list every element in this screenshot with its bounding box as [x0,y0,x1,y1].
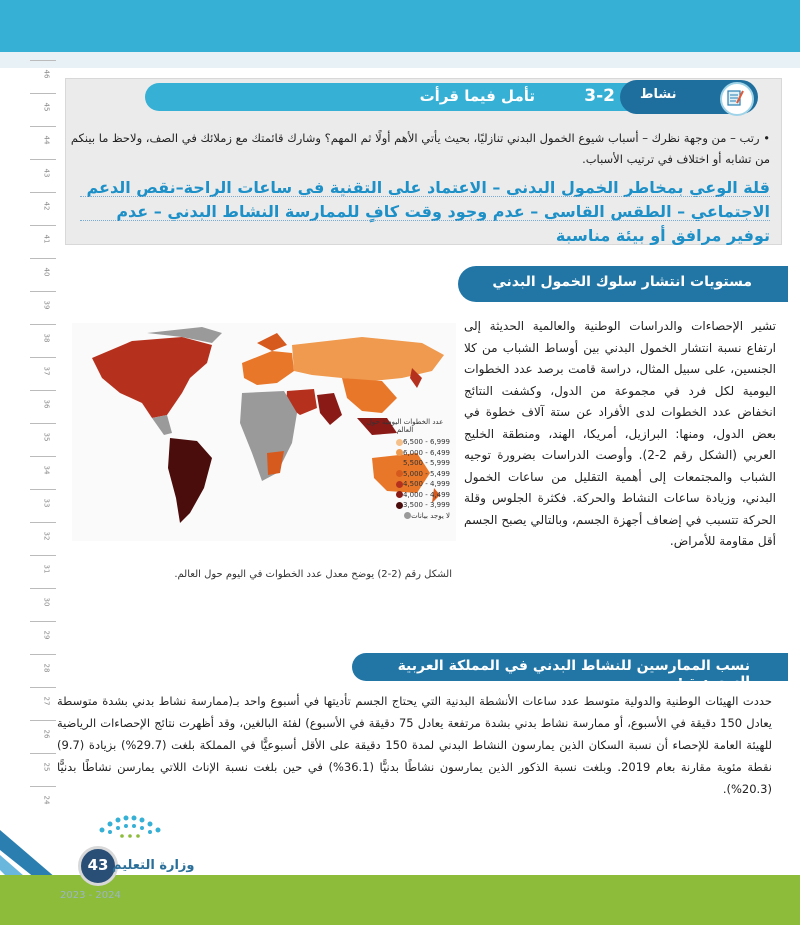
legend-swatch [396,502,403,509]
ruler-tick [30,522,56,523]
ministry-name: وزارة التعليم [112,858,195,873]
legend-label: 5,000 - 5,499 [402,469,450,478]
school-year: 2023 - 2024 [60,890,121,901]
ruler-tick [30,786,56,787]
ruler-tick [30,258,56,259]
ruler-number: 37 [42,366,51,376]
activity-number: 3-2 [584,86,615,106]
ruler-number: 42 [42,201,51,211]
answer-line [80,220,770,221]
legend-label: 6,500 - 6,999 [402,438,450,447]
legend-item [360,479,450,490]
ruler-number: 38 [42,333,51,343]
activity-tag-label: نشاط [640,87,677,102]
ruler-number: 39 [42,300,51,310]
ruler-tick [30,588,56,589]
legend-item [360,511,450,522]
legend-label: 4,500 - 4,999 [402,480,450,489]
activity-tag [620,80,758,114]
map-region-russia [292,337,444,381]
section-heading [352,653,788,690]
map-region-india [317,393,342,425]
ruler-tick [30,357,56,358]
map-region-scandinavia [257,333,287,351]
ruler-number: 32 [42,531,51,541]
ruler-tick [30,720,56,721]
activity-instruction: • رتب – من وجهة نظرك – أسباب شيوع الخمول البدني تنازليًا، بحيث يأتي الأهم أولًا ثم المهم؟ وشارك قائمتك مع زملائك في الصف، ولاحظ ما بينكم من تشابه أو اختلاف في ترتيب الأسباب. [70,131,770,166]
ruler-tick [30,555,56,556]
legend-title: عدد الخطوات اليومية حول العالم [366,418,444,434]
figure-caption: الشكل رقم (2-2) يوضح معدل عدد الخطوات في اليوم حول العالم. [174,569,452,580]
ruler-number: 31 [42,564,51,574]
section-heading [458,266,788,302]
ruler-tick [30,423,56,424]
ruler-number: 30 [42,597,51,607]
ruler-tick [30,126,56,127]
ruler-number: 36 [42,399,51,409]
top-strip [0,52,800,68]
ruler-tick [30,687,56,688]
ruler-number: 40 [42,267,51,277]
legend-item [360,448,450,459]
activity-title: تأمل فيما قرأت [419,87,535,105]
ruler-tick [30,225,56,226]
legend-label: 4,000 - 4,499 [402,490,450,499]
ruler-number: 35 [42,432,51,442]
ruler-tick [30,291,56,292]
section-body: حددت الهيئات الوطنية والدولية متوسط عدد ساعات الأنشطة البدنية التي يحتاج الجسم تأديتها في أسبوع واحد بـ(ممارسة نشاط بدني بشدة متوسطة يعادل 150 دقيقة في الأسبوع، أو ممارسة نشاط بدني بشدة مرتفعة يعادل 75 دقيقة في الأسبوع) لفئة البالغين، وقد أظهرت نتائج الإحصاءات الرياضية للهيئة العامة للإحصاء أن نسبة السكان الذين يمارسون النشاط البدني لمدة 150 دقيقة على الأقل أسبوعيًّا في المملكة بلغت (29.7%) بزيادة (9.7) نقطة مئوية مقارنة بعام 2019. وبلغت نسبة الذكور الذين يمارسون نشاطًا بدنيًّا (36.1%) في حين بلغت نسبة الإناث اللاتي يمارسن نشاطًا بدنيًّا (20.3%). [57,694,773,796]
map-region-south-africa [267,451,284,475]
activity-answer: قلة الوعي بمخاطر الخمول البدني – الاعتماد على التقنية في ساعات الراحة–نقص الدعم الاجتماعي – الطقس القاسي – عدم وجود وقت كافٍ للممارسة النشاط البدني – عدم توفير مرافق أو بيئة مناسبة [86,178,770,245]
legend-swatch [404,512,411,519]
legend-item [360,500,450,511]
ruler-number: 28 [42,663,51,673]
top-banner [0,0,800,52]
legend-label: لا يوجد بيانات [411,511,450,520]
map-legend [360,418,450,521]
ruler-tick [30,192,56,193]
legend-item [360,458,450,469]
notebook-pencil-icon [720,82,754,116]
map-region-south-america [168,438,212,523]
ruler-tick [30,159,56,160]
ruler-number: 26 [42,729,51,739]
legend-swatch [396,439,403,446]
legend-label: 5,500 - 5,999 [402,459,450,468]
ruler-number: 41 [42,234,51,244]
map-region-china [342,378,397,413]
ruler-tick [30,654,56,655]
map-region-central-america [152,415,172,435]
ruler-tick [30,621,56,622]
legend-item [360,490,450,501]
ruler-number: 33 [42,498,51,508]
ruler-number: 44 [42,135,51,145]
legend-label: 6,000 - 6,499 [402,448,450,457]
ruler-number: 29 [42,630,51,640]
legend-label: 3,500 - 3,999 [402,501,450,510]
ruler-number: 27 [42,696,51,706]
answer-line [80,196,770,197]
legend-item [360,437,450,448]
section-heading-text: نسب الممارسين للنشاط البدني في المملكة العربية السعودية : [397,658,750,690]
ruler-tick [30,753,56,754]
ruler-tick [30,93,56,94]
legend-item [360,469,450,480]
legend-swatch [396,460,403,467]
legend-swatch [396,449,403,456]
map-region-north-america [92,337,212,418]
ruler-tick [30,390,56,391]
page-number: 43 [87,856,109,874]
ruler-number: 46 [42,69,51,79]
section-heading-text: مستويات انتشار سلوك الخمول البدني [492,274,752,290]
legend-swatch [396,491,403,498]
legend-swatch [396,470,403,477]
ruler-number: 25 [42,762,51,772]
footer-base [0,925,800,943]
vision-2030-logo [92,810,172,844]
ruler-tick [30,324,56,325]
ruler-number: 45 [42,102,51,112]
legend-swatch [396,481,403,488]
section-body: تشير الإحصاءات والدراسات الوطنية والعالمية الحديثة إلى ارتفاع نسبة انتشار الخمول البدني بين أوساط الشباب من كلا الجنسين، على سبيل المثال، دراسة قامت برصد عدد الخطوات اليومية لكل فرد في مجموعة من الدول، وكشفت النتائج انخفاض عدد الخطوات لدى الأفراد عن ستة آلاف خطوة في بعض الدول، ومنها: البرازيل، أمريكا، الهند، ومنطقة الخليج العربي (الشكل رقم 2-2). وأوصت الدراسات بضرورة توجيه الشباب والمجتمعات إلى أهمية التقليل من ساعات الخمول البدني، وزيادة ساعات النشاط والحركة. فكثرة الجلوس وقلة الحركة تتسبب في إضعاف أجهزة الجسم، وبالتالي يصبح الجسم أقل مقاومة للأمراض. [464,319,776,548]
ruler-tick [30,60,56,61]
ruler-number: 43 [42,168,51,178]
ruler-tick [30,456,56,457]
ruler-number: 24 [42,795,51,805]
margin-ruler [30,60,56,820]
ruler-number: 34 [42,465,51,475]
ruler-tick [30,489,56,490]
map-region-europe [242,351,294,385]
